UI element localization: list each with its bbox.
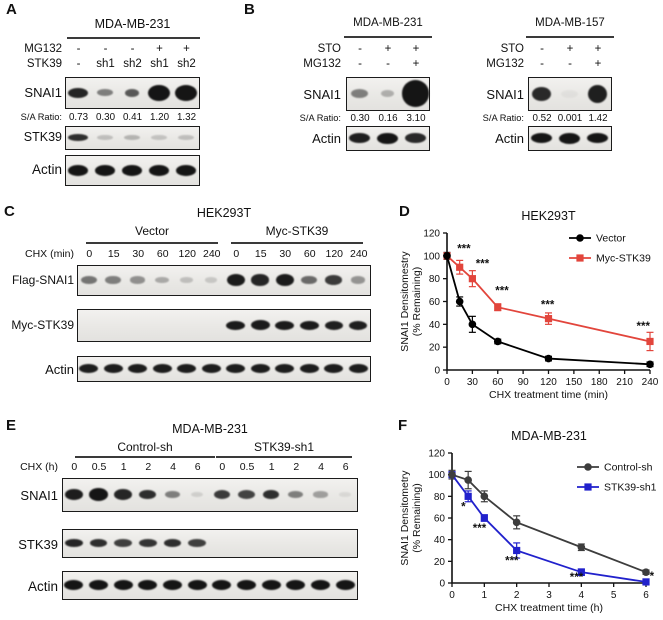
lane-value: 2 [145,461,152,473]
ratio-label: S/A Ratio: [299,113,341,123]
blot-band [311,580,330,590]
significance-marker: *** [495,285,509,298]
cell-line-title: MDA-MB-157 [535,17,605,29]
blot-label: SNAI1 [24,85,62,100]
data-point-circle [578,543,586,551]
lane-value: - [386,58,390,70]
lane-value: 60 [303,248,316,260]
y-tick-label: 20 [428,342,440,354]
data-point-circle [513,519,521,527]
y-tick-label: 120 [428,448,445,460]
y-axis-title: SNAI1 Densitometry [399,470,411,566]
blot-band [531,133,552,143]
title-underline [344,36,432,38]
x-tick-label: 90 [517,377,529,388]
data-point-square [481,514,488,521]
panel-c-label: C [4,203,15,220]
blot-actin [528,126,612,151]
lane-value: + [566,43,574,55]
significance-marker: *** [505,555,519,568]
blot-band [188,580,207,590]
group-underline [231,242,363,244]
group-underline [86,242,218,244]
lane-value: 30 [279,248,292,260]
blot-band [559,133,580,144]
y-axis-title: (% Remaining) [411,483,423,553]
blot-band [138,580,157,590]
blot-band [176,165,196,176]
blot-band [125,89,140,97]
group-title: Vector [134,224,170,238]
cell-line-title: MDA-MB-231 [94,17,171,31]
y-axis-title: SNAI1 Densitomestry [399,251,411,352]
blot-band [251,320,270,330]
treatment-row-label: STO [500,43,524,55]
ratio-value: 0.30 [95,112,116,123]
data-point-square [545,315,552,322]
blot-band [105,276,121,285]
legend-label: STK39-sh1 [604,481,657,494]
significance-marker: *** [472,523,487,536]
blot-band [351,89,368,98]
blot-band [149,165,169,176]
blot-band [587,133,608,143]
blot-band [68,134,87,141]
blot-band [324,364,343,373]
data-point-square [465,493,472,500]
cell-line-title: MDA-MB-231 [172,422,248,436]
blot-band [165,491,179,498]
lane-value: - [76,58,81,70]
lane-value: 120 [178,248,197,260]
lane-value: 1 [120,461,127,473]
ratio-value: 0.73 [68,112,89,123]
blot-label: Actin [312,131,341,146]
lane-value: - [358,43,362,55]
y-tick-label: 60 [433,513,445,525]
blot-band [381,90,394,97]
blot-label: Myc-STK39 [11,318,74,332]
x-tick-label: 120 [540,377,557,388]
blot-band [402,80,429,106]
blot-band [532,87,551,101]
lane-value: 30 [132,248,145,260]
group-title: STK39-sh1 [253,440,315,454]
x-axis-title: CHX treatment time (h) [495,602,603,614]
chart-hek293t-decay [398,202,663,402]
blot-band [65,539,83,547]
legend-label: Control-sh [604,461,653,474]
treatment-row-label: CHX (h) [20,461,58,473]
x-tick-label: 5 [610,590,617,601]
blot-stk39 [65,126,200,150]
data-point-square [646,338,653,345]
significance-marker: *** [457,243,471,256]
blot-band [226,364,245,373]
blot-band [139,539,157,547]
cell-line-title: HEK293T [196,206,252,220]
data-point-square [469,275,476,282]
lane-value: sh2 [177,58,196,70]
x-tick-label: 3 [546,590,552,601]
lane-value: - [76,43,81,55]
data-point-circle [646,360,654,368]
lane-value: 240 [202,248,221,260]
blot-band [97,89,113,96]
lane-value: 4 [170,461,176,473]
ratio-value: 1.32 [176,112,197,123]
blot-band [202,364,221,373]
blot-band [188,539,206,547]
y-tick-label: 0 [439,578,445,590]
lane-value: 15 [107,248,120,260]
legend-marker-square [584,483,591,490]
blot-band [349,133,369,143]
blot-band [325,275,342,285]
blot-band [65,489,83,500]
blot-band [205,277,217,283]
blot-band [164,539,182,547]
treatment-row-label: MG132 [24,43,62,55]
legend-marker-circle [576,234,584,242]
lane-value: 6 [342,461,349,473]
chart-mda-mb-231-decay [398,415,663,615]
significance-marker: *** [636,321,650,334]
data-point-square [456,264,463,271]
data-point-circle [464,476,472,484]
ratio-label: S/A Ratio: [482,113,524,123]
blot-band [79,364,98,373]
y-tick-label: 80 [428,274,440,286]
group-title: Control-sh [117,440,173,454]
panel-e-label: E [6,417,17,434]
blot-band [275,321,294,330]
blot-band [90,539,108,547]
chart-title: MDA-MB-231 [511,429,587,443]
treatment-row-label: MG132 [303,58,341,70]
lane-value: 6 [194,461,201,473]
y-tick-label: 120 [423,228,440,240]
lane-value: 0 [86,248,93,260]
x-tick-label: 30 [466,377,478,388]
lane-value: + [594,43,602,55]
x-tick-label: 180 [590,377,608,388]
data-point-circle [545,355,553,363]
blot-band [97,135,114,141]
x-tick-label: 60 [492,377,504,388]
ratio-value: 0.16 [378,113,398,124]
blot-flag-snai1 [77,265,371,296]
legend-label: Myc-STK39 [596,252,651,265]
blot-band [163,580,182,590]
lane-value: - [540,58,544,70]
blot-band [89,488,108,501]
panel-b-label: B [244,1,255,18]
blot-label: Actin [495,131,524,146]
lane-value: sh1 [150,58,169,70]
lane-value: + [412,43,420,55]
data-point-circle [494,338,502,346]
blot-band [263,490,279,500]
blot-band [177,364,196,373]
blot-band [178,135,195,141]
x-tick-label: 210 [616,377,633,388]
treatment-row-label: MG132 [486,58,524,70]
x-axis-title: CHX treatment time (min) [488,389,609,401]
blot-stk39 [62,529,358,558]
blot-label: Flag-SNAI1 [11,273,74,287]
blot-actin [77,356,371,382]
blot-label: Actin [27,579,58,594]
x-tick-label: 2 [513,590,520,601]
blot-actin [62,571,358,600]
blot-band [226,321,245,330]
y-tick-label: 80 [433,491,445,503]
lane-value: 0.5 [91,461,107,473]
panel-d-label: D [399,203,410,220]
x-tick-label: 0 [449,590,455,601]
ratio-value: 0.52 [532,113,552,124]
lane-value: + [412,58,420,70]
lane-value: - [540,43,544,55]
legend-label: Vector [596,232,626,245]
lane-value: - [103,43,108,55]
y-tick-label: 60 [428,297,440,308]
ratio-value: 0.30 [350,113,370,124]
x-tick-label: 0 [444,377,450,388]
blot-band [336,580,355,590]
significance-marker: * [649,570,655,583]
legend-marker-circle [584,463,592,471]
blot-band [349,364,368,373]
blot-band [81,276,97,284]
blot-band [128,364,147,373]
ratio-value: 1.20 [149,112,170,123]
y-tick-label: 100 [423,251,440,263]
blot-band [313,491,327,497]
lane-value: 0.5 [239,461,255,473]
ratio-value: 1.42 [588,113,608,124]
significance-marker: *** [569,571,584,584]
treatment-row-label: STO [317,43,341,55]
y-tick-label: 20 [433,556,445,568]
blot-label: SNAI1 [20,488,58,503]
data-point-circle [481,493,489,501]
data-point-square [642,578,649,585]
data-point-circle [448,471,456,479]
lane-value: + [156,43,163,55]
blot-snai1 [528,77,612,111]
lane-value: 240 [349,248,368,260]
blot-band [212,580,231,590]
blot-band [377,133,397,144]
data-point-circle [456,298,464,306]
blot-band [251,274,269,285]
x-tick-label: 150 [565,377,583,388]
blot-band [288,491,303,498]
y-tick-label: 40 [433,535,445,547]
blot-label: SNAI1 [486,87,524,102]
blot-band [180,277,193,283]
blot-band [349,321,367,330]
blot-band [262,580,281,590]
lane-value: 0 [219,461,226,473]
blot-band [124,135,141,141]
blot-actin [346,126,430,151]
x-tick-label: 6 [643,590,649,601]
group-underline [216,456,352,458]
lane-value: 1 [268,461,275,473]
blot-band [237,580,256,590]
ratio-value: 0.41 [122,112,143,123]
blot-band [114,580,133,590]
blot-snai1 [62,478,358,512]
blot-band [191,492,203,497]
legend-marker-square [576,254,583,261]
blot-band [238,490,255,499]
blot-band [301,276,317,285]
y-tick-label: 100 [428,470,445,482]
ratio-label: S/A Ratio: [20,112,62,122]
blot-band [325,321,343,330]
title-underline [67,37,200,39]
lane-value: 60 [156,248,169,260]
blot-label: STK39 [18,537,58,552]
lane-value: 4 [318,461,324,473]
panel-a-label: A [6,1,17,18]
lane-value: - [358,58,362,70]
blot-band [68,88,87,98]
blot-actin [65,155,200,186]
blot-snai1 [65,77,200,109]
blot-label: Actin [31,162,62,177]
blot-band [275,364,294,373]
data-point-circle [469,321,477,329]
treatment-row-label: STK39 [26,58,62,70]
group-underline [75,456,215,458]
lane-value: 0 [71,461,78,473]
ratio-value: 3.10 [406,113,426,124]
y-tick-label: 40 [428,319,440,331]
significance-marker: * [461,501,466,514]
blot-band [114,489,132,500]
panel-f-label: F [398,417,408,434]
significance-marker: *** [475,258,490,271]
blot-band [139,490,156,500]
y-axis-title: (% Remaining) [411,266,423,337]
treatment-row-label: CHX (min) [25,248,74,260]
lane-value: + [384,43,392,55]
blot-band [122,165,142,176]
blot-band [561,90,577,98]
blot-band [64,580,83,590]
x-tick-label: 240 [641,377,659,388]
lane-value: - [568,58,572,70]
blot-band [251,364,270,373]
lane-value: - [130,43,135,55]
blot-label: Actin [45,362,74,377]
blot-band [300,364,319,373]
blot-band [588,85,607,103]
chart-title: HEK293T [521,209,576,223]
blot-label: STK39 [23,130,62,144]
blot-label: SNAI1 [303,87,341,102]
lane-value: 15 [254,248,267,260]
blot-band [148,85,169,101]
lane-value: + [183,43,190,55]
x-tick-label: 1 [481,590,488,601]
data-point-square [513,547,520,554]
blot-band [276,274,294,286]
lane-value: 2 [293,461,300,473]
blot-band [95,165,115,176]
blot-band [214,490,230,499]
blot-band [227,274,245,286]
blot-band [339,492,351,497]
blot-band [155,277,169,284]
blot-band [153,364,172,373]
blot-band [68,165,88,176]
x-tick-label: 4 [578,590,585,601]
data-point-square [494,304,501,311]
blot-band [114,539,132,547]
blot-myc-stk39 [77,309,371,342]
y-tick-label: 0 [434,365,440,377]
blot-band [300,321,319,330]
data-point-circle [443,252,451,260]
blot-band [104,364,123,373]
ratio-value: 0.001 [557,113,583,124]
blot-band [405,133,425,143]
blot-snai1 [346,77,430,111]
lane-value: sh2 [123,58,142,70]
blot-band [286,580,305,590]
lane-value: + [594,58,602,70]
blot-band [175,85,197,101]
blot-band [151,135,168,141]
cell-line-title: MDA-MB-231 [353,17,423,29]
lane-value: 0 [233,248,240,260]
group-title: Myc-STK39 [265,224,329,238]
significance-marker: *** [540,299,555,312]
blot-band [351,276,365,283]
lane-value: 120 [325,248,344,260]
lane-value: sh1 [96,58,115,70]
title-underline [526,36,614,38]
blot-band [89,580,108,590]
blot-band [130,276,145,283]
